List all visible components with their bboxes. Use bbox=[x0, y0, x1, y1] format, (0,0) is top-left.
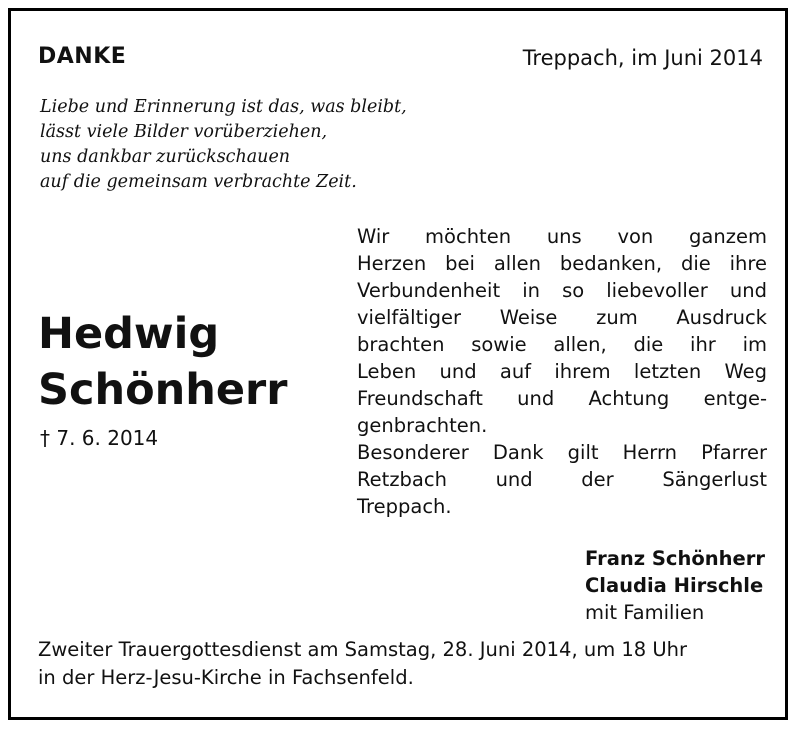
poem-line: auf die gemeinsam verbrachte Zeit. bbox=[40, 172, 357, 192]
thanks-word: und bbox=[439, 360, 477, 383]
thanks-word: Ausdruck bbox=[676, 306, 767, 329]
obituary-notice bbox=[8, 8, 788, 720]
thanks-line bbox=[357, 412, 767, 439]
thanks-word: Pfarrer bbox=[701, 441, 767, 464]
thanks-word: bedanken, bbox=[559, 252, 663, 275]
thanks-line bbox=[357, 385, 767, 412]
thanks-word: Weg bbox=[724, 360, 767, 383]
thanks-word: und bbox=[517, 387, 555, 410]
poem bbox=[40, 95, 460, 195]
thanks-word: genbrachten. bbox=[357, 414, 488, 437]
poem-line: Liebe und Erinnerung ist das, was bleibt, bbox=[40, 97, 407, 117]
thanks-word: ihre bbox=[729, 252, 767, 275]
thanks-word: Sängerlust bbox=[662, 468, 767, 491]
thanks-line bbox=[357, 277, 767, 304]
thanks-line bbox=[357, 223, 767, 250]
poem-line: lässt viele Bilder vorüberziehen, bbox=[40, 122, 328, 142]
thanks-word: Weise bbox=[499, 306, 558, 329]
thanks-line bbox=[357, 466, 767, 493]
thanks-word: Freundschaft bbox=[357, 387, 483, 410]
deceased-name bbox=[38, 306, 287, 418]
thanks-word: entge- bbox=[703, 387, 767, 410]
thanks-word: möchten bbox=[425, 225, 512, 248]
signature bbox=[585, 545, 765, 626]
thanks-word: ihr bbox=[690, 333, 716, 356]
thanks-word: Herrn bbox=[622, 441, 677, 464]
thanks-word: liebevoller bbox=[606, 279, 708, 302]
thanks-word: so bbox=[562, 279, 585, 302]
thanks-word: die bbox=[680, 252, 711, 275]
thanks-line bbox=[357, 250, 767, 277]
place-date: Treppach, im Juni 2014 bbox=[522, 46, 763, 70]
thanks-word: letzten bbox=[633, 360, 702, 383]
thanks-word: allen, bbox=[553, 333, 607, 356]
thanks-word: Treppach. bbox=[357, 495, 452, 518]
thanks-word: sowie bbox=[471, 333, 527, 356]
signer-suffix: mit Familien bbox=[585, 601, 705, 624]
thanks-word: im bbox=[742, 333, 767, 356]
thanks-word: die bbox=[633, 333, 664, 356]
thanks-word: Retzbach bbox=[357, 468, 447, 491]
signer-name: Claudia Hirschle bbox=[585, 574, 764, 597]
signer-name: Franz Schönherr bbox=[585, 547, 765, 570]
thanks-line bbox=[357, 331, 767, 358]
thanks-word: auf bbox=[499, 360, 532, 383]
thanks-word: Leben bbox=[357, 360, 417, 383]
thanks-word: in bbox=[522, 279, 540, 302]
thanks-word: Wir bbox=[357, 225, 390, 248]
thanks-word: von bbox=[617, 225, 654, 248]
thanks-word: ganzem bbox=[689, 225, 767, 248]
thanks-word: Verbundenheit bbox=[357, 279, 501, 302]
thanks-line bbox=[357, 439, 767, 466]
thanks-word: der bbox=[581, 468, 614, 491]
thanks-word: und bbox=[729, 279, 767, 302]
thanks-text bbox=[357, 223, 767, 520]
thanks-word: bei bbox=[445, 252, 475, 275]
thanks-word: Herzen bbox=[357, 252, 427, 275]
thanks-word: Besonderer bbox=[357, 441, 469, 464]
thanks-word: Achtung bbox=[588, 387, 670, 410]
service-notice bbox=[38, 636, 778, 692]
thanks-word: brachten bbox=[357, 333, 445, 356]
thanks-word: allen bbox=[493, 252, 541, 275]
thanks-word: uns bbox=[546, 225, 582, 248]
poem-line: uns dankbar zurückschauen bbox=[40, 147, 291, 167]
thanks-word: und bbox=[495, 468, 533, 491]
service-line: Zweiter Trauergottesdienst am Samstag, 28. Juni 2014, um 18 Uhr bbox=[38, 638, 688, 661]
thanks-word: vielfältiger bbox=[357, 306, 462, 329]
thanks-word: zum bbox=[596, 306, 638, 329]
death-date: † 7. 6. 2014 bbox=[40, 426, 159, 450]
notice-title: DANKE bbox=[38, 44, 127, 69]
thanks-word: gilt bbox=[567, 441, 599, 464]
service-line: in der Herz-Jesu-Kirche in Fachsenfeld. bbox=[38, 666, 414, 689]
thanks-line bbox=[357, 358, 767, 385]
thanks-line bbox=[357, 493, 767, 520]
deceased-last-name: Schönherr bbox=[38, 365, 288, 415]
thanks-word: Dank bbox=[492, 441, 544, 464]
thanks-word: ihrem bbox=[554, 360, 611, 383]
thanks-line bbox=[357, 304, 767, 331]
deceased-first-name: Hedwig bbox=[38, 309, 220, 359]
